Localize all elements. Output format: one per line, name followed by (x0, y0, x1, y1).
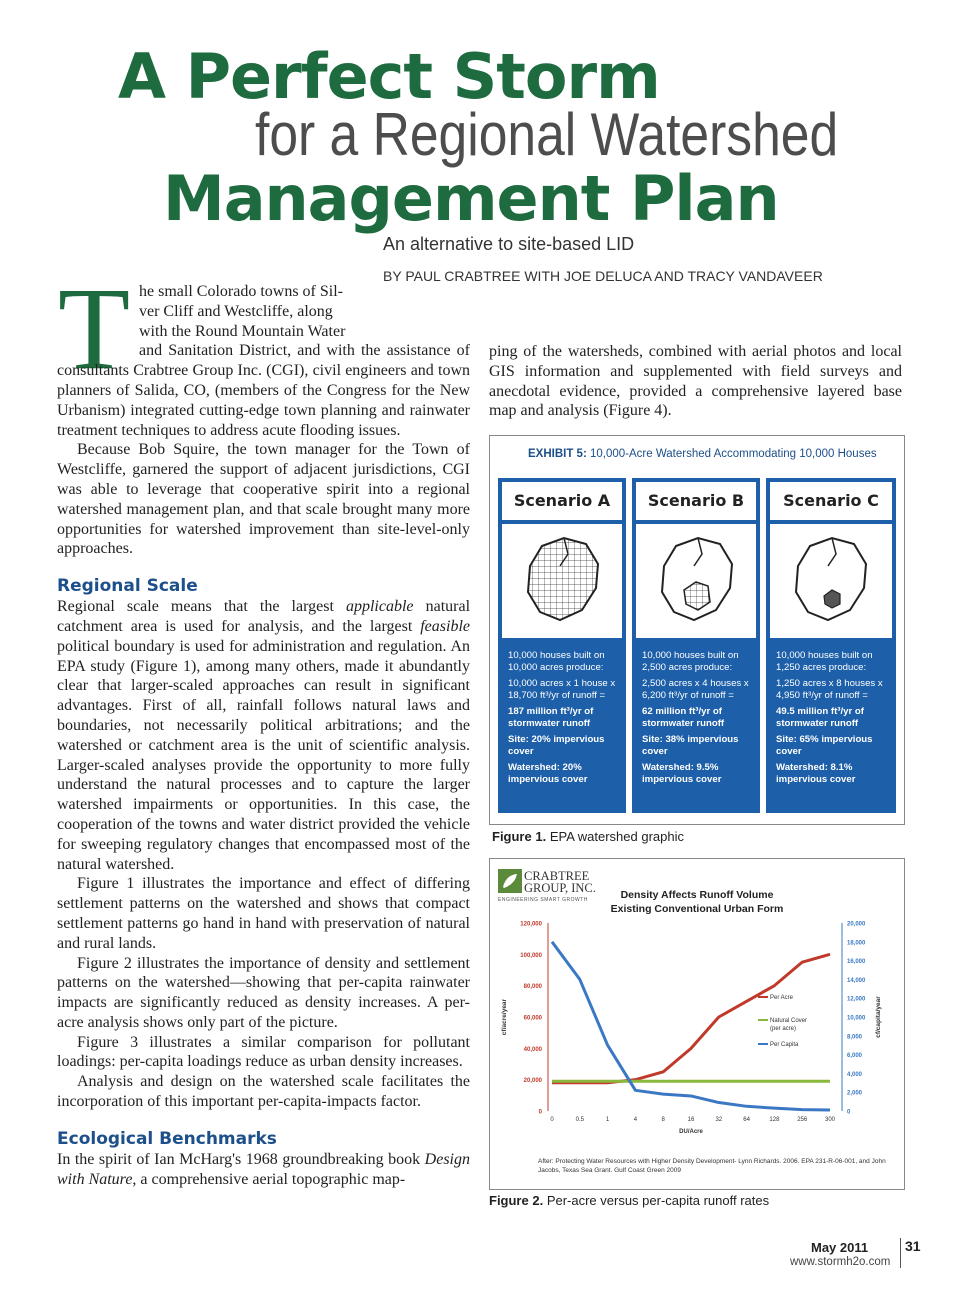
scenario-c-title: Scenario C (770, 482, 892, 520)
scenario-b-map (636, 524, 756, 638)
heading-ecological-benchmarks: Ecological Benchmarks (57, 1128, 277, 1149)
intro-line-1: he small Colorado towns of Sil- (139, 283, 343, 300)
logo-line-2: GROUP, INC. (524, 881, 596, 895)
scenario-b-watershed: Watershed: 9.5% impervious cover (642, 762, 722, 785)
heading-regional-scale: Regional Scale (57, 576, 198, 597)
y-tick-label: 0 (538, 1109, 542, 1116)
y2-axis-label: cf/capita/year (875, 996, 882, 1038)
scenario-b-line: 2,500 acres x 4 houses x 6,200 ft³/yr of runoff = (642, 678, 749, 701)
y-tick-label: 120,000 (520, 921, 542, 928)
right-column-text: ping of the watersheds, combined with aerial photos and local GIS information and supplemented with field surveys and anecdotal evidence, provided a comprehensive layered base map and analysis (Figure 4). (489, 343, 902, 420)
scenario-c-runoff: 49.5 million ft³/yr of stormwater runoff (776, 706, 864, 729)
y-tick-label: 60,000 (523, 1015, 542, 1022)
caption-label: Figure 2. (489, 1193, 544, 1208)
paragraph-5: Figure 2 illustrates the importance of density and settlement patterns on the watershed—showing that per-capita rainwater impacts are significantly reduced as density increases. A per-acre analysis shows only part of the picture. (57, 954, 470, 1031)
scenario-c-site: Site: 65% impervious cover (776, 734, 873, 757)
website-url: www.stormh2o.com (790, 1256, 891, 1268)
scenario-b-runoff: 62 million ft³/yr of stormwater runoff (642, 706, 725, 729)
issue-date: May 2011 (811, 1240, 869, 1255)
scenario-a-site: Site: 20% impervious cover (508, 734, 605, 757)
intro-line-3: with the Round Mountain Water (139, 322, 346, 340)
scenario-b-line: 10,000 houses built on 2,500 acres produce: (642, 650, 739, 673)
footer-divider (900, 1238, 901, 1268)
y2-tick-label: 14,000 (847, 977, 866, 984)
paragraph-2: Because Bob Squire, the town manager for the Town of Westcliffe, garnered the support of adjacent jurisdictions, CGI was able to leverage that cooperative spirit into a regional watershed management plan, and that scale brought many more opportunities for watershed improvement than site-level-only approaches. (57, 441, 470, 558)
scenario-a-line: 10,000 houses built on 10,000 acres produce: (508, 650, 605, 673)
x-tick-label: 4 (633, 1117, 638, 1123)
legend-label: (per acre) (770, 1026, 797, 1032)
text-run: In the spirit of Ian McHarg's 1968 groundbreaking book (57, 1150, 425, 1168)
chart-title: Density Affects Runoff Volume (620, 889, 774, 901)
line-chart (490, 915, 904, 1155)
scenario-a-line: 10,000 acres x 1 house x 18,700 ft³/yr of runoff = (508, 678, 616, 701)
paragraph-4: Figure 1 illustrates the importance and effect of differing settlement patterns on the watershed and shows that compact settlement patterns go hand in hand with preservation of natural and rural lands. (57, 875, 470, 952)
y-tick-label: 20,000 (523, 1078, 542, 1085)
scenario-a-watershed: Watershed: 20% impervious cover (508, 762, 588, 785)
x-tick-label: 300 (824, 1117, 836, 1123)
scenario-c-map (770, 524, 892, 638)
y-axis-label: cf/acre/year (501, 998, 508, 1036)
scenario-a-map (502, 524, 622, 638)
y-tick-label: 100,000 (520, 952, 542, 959)
y2-tick-label: 20,000 (847, 921, 866, 928)
text-run: Regional scale means that the largest (57, 598, 346, 616)
scenario-b-panel (632, 478, 760, 813)
title-line-1: A Perfect Storm (118, 40, 660, 113)
left-column (57, 282, 470, 1189)
caption-label: Figure 1. (492, 829, 547, 844)
figure-2-caption (489, 1193, 769, 1208)
title-line-2: for a Regional Watershed (255, 101, 839, 168)
byline: BY PAUL CRABTREE WITH JOE DELUCA AND TRACY VANDAVEER (383, 268, 823, 284)
legend-label: Per Acre (770, 995, 794, 1001)
figure-2-chart (489, 858, 905, 1190)
caption-text: Per-acre versus per-capita runoff rates (546, 1193, 770, 1208)
x-tick-label: 8 (661, 1117, 665, 1123)
y2-tick-label: 10,000 (847, 1015, 866, 1022)
subtitle: An alternative to site-based LID (383, 234, 635, 254)
x-tick-label: 256 (797, 1117, 808, 1123)
drop-cap: T (58, 263, 131, 394)
scenario-c-watershed: Watershed: 8.1% impervious cover (776, 762, 856, 785)
emphasis: applicable (345, 598, 414, 616)
legend-label: Per Capita (770, 1042, 799, 1048)
paragraph-6: Figure 3 illustrates a similar comparison for pollutant loadings: per-capita loadings reduce as urban density increases. (57, 1033, 470, 1071)
book-title: Design with Nature (57, 1150, 470, 1188)
chart-source: After: Protecting Water Resources with Higher Density Development- Lynn Richards. 2006. EPA 231-R-06-001, and John Jacobs, Texas Sea Grant. Gulf Coast Green 2009 (538, 1158, 886, 1174)
y2-tick-label: 16,000 (847, 959, 866, 966)
scenario-b-site: Site: 38% impervious cover (642, 734, 739, 757)
chart-title-block (490, 888, 904, 916)
paragraph-3 (57, 597, 470, 874)
y-tick-label: 80,000 (523, 984, 542, 991)
x-tick-label: 64 (743, 1117, 750, 1123)
scenario-c-line: 1,250 acres x 8 houses x 4,950 ft³/yr of runoff = (776, 678, 883, 701)
chart-subtitle: Existing Conventional Urban Form (610, 903, 784, 915)
scenario-c-line: 10,000 houses built on 1,250 acres produce: (776, 650, 873, 673)
x-tick-label: 128 (769, 1117, 780, 1123)
x-tick-label: 0 (550, 1117, 554, 1123)
exhibit-title-text: 10,000-Acre Watershed Accommodating 10,000 Houses (590, 448, 877, 460)
scenario-a-title: Scenario A (502, 482, 622, 520)
x-axis-label: DU/Acre (679, 1129, 703, 1135)
y-tick-label: 40,000 (523, 1046, 542, 1053)
y2-tick-label: 6,000 (847, 1053, 863, 1060)
text-run: , a comprehensive aerial topographic map- (132, 1170, 406, 1188)
y2-tick-label: 8,000 (847, 1034, 863, 1041)
legend-label: Natural Cover (770, 1018, 808, 1024)
y2-tick-label: 18,000 (847, 940, 866, 947)
scenario-a-panel (498, 478, 626, 813)
exhibit-title (528, 448, 877, 460)
paragraph-1-rest: and Sanitation District, and with the assistance of consultants Crabtree Group Inc. (CGI), civil engineers and town planners of Salida, CO, (members of the Congress for the New Urbanism) integrated cutting-edge town planning and rainwater treatment techniques to address acute flooding issues. (57, 342, 470, 439)
text-run: natural catchment area is used for analysis, and the largest (57, 598, 471, 635)
paragraph (57, 341, 470, 440)
intro-line-2: ver Cliff and Westcliffe, along (139, 302, 333, 320)
x-tick-label: 1 (605, 1117, 610, 1123)
scenario-b-text (642, 650, 754, 790)
figure-1-exhibit (489, 435, 905, 825)
scenario-a-runoff: 187 million ft³/yr of stormwater runoff (508, 706, 594, 729)
paragraph-7: Analysis and design on the watershed scale facilitates the incorporation of this important per-capita-impacts factor. (57, 1073, 470, 1111)
y2-tick-label: 2,000 (847, 1090, 863, 1097)
emphasis: feasible (420, 617, 470, 635)
y2-tick-label: 4,000 (847, 1071, 863, 1078)
figure-1-caption (492, 829, 684, 844)
exhibit-label: EXHIBIT 5: (528, 448, 587, 460)
x-tick-label: 16 (687, 1117, 695, 1123)
page-number: 31 (905, 1238, 921, 1254)
y2-tick-label: 12,000 (847, 996, 866, 1003)
scenario-c-panel (766, 478, 896, 813)
scenario-b-title: Scenario B (636, 482, 756, 520)
x-tick-label: 0.5 (575, 1117, 584, 1123)
scenario-c-text (776, 650, 890, 790)
logo-line-1: CRABTREE (524, 869, 590, 883)
logo-tagline: ENGINEERING SMART GROWTH (498, 897, 588, 903)
paragraph-8 (57, 1150, 470, 1190)
x-tick-label: 32 (715, 1117, 723, 1123)
text-run: political boundary is used for administration and regulation. An EPA study (Figure 1), among many others, made it abundantly clear that larger-scaled approaches can result in significant advantages. First of all, rainfall follows natural laws and boundaries, not necessarily political arbitrations; and the watershed or catchment area is the unit of scientific analysis. Larger-scaled analyses provide the opportunity to more fully understand the natural processes and to capture the larger watershed impairments or opportunities. In this case, the cooperation of the towns and water district provided the vehicle for sweeping regulatory changes that encompassed most of the natural watershed. (57, 637, 470, 873)
scenario-a-text (508, 650, 620, 790)
caption-text: EPA watershed graphic (549, 829, 684, 844)
y2-tick-label: 0 (847, 1109, 851, 1116)
title-line-3: Management Plan (163, 162, 779, 235)
